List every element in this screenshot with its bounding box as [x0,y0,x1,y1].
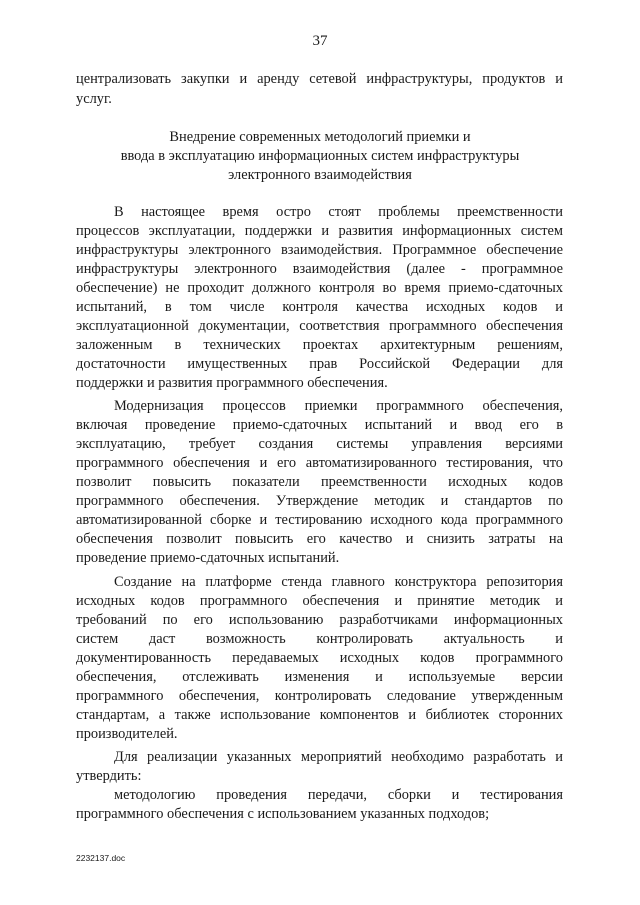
paragraph-line: позволит повысить показатели преемственности исходных кодов [76,474,563,490]
paragraph-line: систем даст возможность контролировать актуальность и [76,631,563,647]
paragraph-line: обеспечение) не проходит должного контроля во время приемо-сдаточных [76,280,563,296]
text-line: централизовать закупки и аренду сетевой инфраструктуры, продуктов и [76,71,563,87]
paragraph-line: стандартам, а также использование компонентов и библиотек сторонних [76,707,563,723]
paragraph-line: обеспечения позволит повысить его качество и снизить затраты на [76,531,563,547]
paragraph-line: заложенным в технических проектах архитектурным решениям, [76,337,563,353]
page-number: 37 [312,33,328,49]
paragraph-line: проведение приемо-сдаточных испытаний. [76,550,340,566]
paragraph-line: документированность передаваемых исходных кодов программного [76,650,563,666]
paragraph-line: утвердить: [76,768,142,784]
paragraph-line: эксплуатацию, требует создания системы управления версиями [76,436,563,452]
section-heading-line: ввода в эксплуатацию информационных систем инфраструктуры [120,148,520,164]
paragraph-line: поддержки и развития программного обеспечения. [76,375,388,391]
paragraph-line: инфраструктуры электронного взаимодействия (далее - программное [76,261,563,277]
paragraph-line: включая проведение приемо-сдаточных испытаний и ввод его в [76,417,563,433]
paragraph-line: программного обеспечения, контролировать следование утвержденным [76,688,563,704]
paragraph-line: испытаний, в том числе контроля качества исходных кодов и [76,299,563,315]
paragraph-line: автоматизированной сборке и тестированию исходного кода программного [76,512,563,528]
paragraph-line: программного обеспечения и его автоматизированного тестирования, что [76,455,563,471]
paragraph-line: процессов эксплуатации, поддержки и развития информационных систем [76,223,563,239]
paragraph-line: обеспечения, отслеживать изменения и используемые версии [76,669,563,685]
section-heading-line: электронного взаимодействия [228,167,412,183]
paragraph-line: инфраструктуры электронного взаимодействия. Программное обеспечение [76,242,563,258]
paragraph-line: Создание на платформе стенда главного конструктора репозитория [114,574,563,590]
paragraph-line: В настоящее время остро стоят проблемы преемственности [114,204,563,220]
paragraph-line: Для реализации указанных мероприятий необходимо разработать и [114,749,563,765]
paragraph-line: методологию проведения передачи, сборки и тестирования [114,787,563,803]
paragraph-line: программного обеспечения с использованием указанных подходов; [76,806,490,822]
document-file-code: 2232137.doc [76,853,126,863]
paragraph-line: требований по его использованию разработчиками информационных [76,612,563,628]
paragraph-line: эксплуатационной документации, соответствия программного обеспечения [76,318,563,334]
paragraph-line: программного обеспечения. Утверждение методик и стандартов по [76,493,563,509]
paragraph-line: производителей. [76,726,178,742]
text-line: услуг. [76,91,112,107]
paragraph-line: исходных кодов программного обеспечения и принятие методик и [76,593,563,609]
paragraph-line: Модернизация процессов приемки программного обеспечения, [114,398,563,414]
section-heading-line: Внедрение современных методологий приемки и [169,129,471,145]
paragraph-line: достаточности имущественных прав Российской Федерации для [76,356,563,372]
